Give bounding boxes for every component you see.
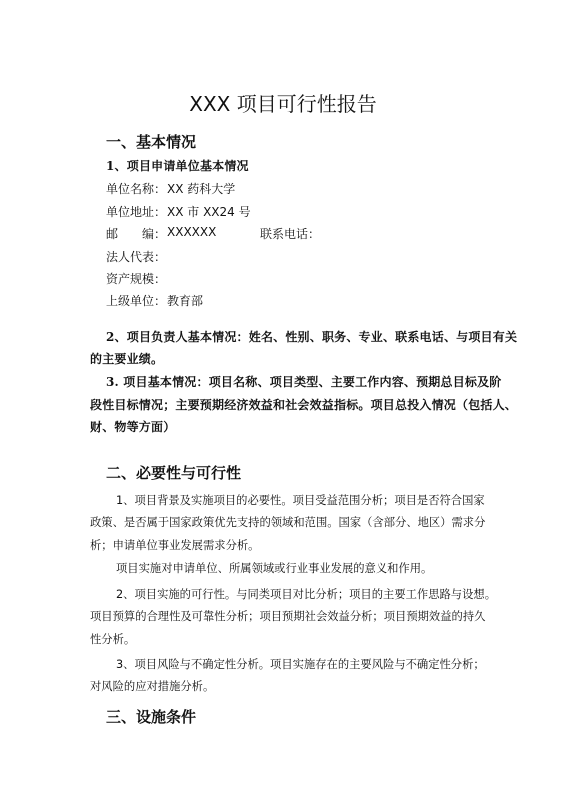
org-name-label: 单位名称： [106,182,167,196]
postal-code-value: XXXXXX [167,225,217,239]
necessity-para1-line2: 政策、是否属于国家政策优先支持的领域和范围。国家（含部分、地区）需求分 [90,516,486,529]
feasibility-para-line2: 项目预算的合理性及可靠性分析；项目预期社会效益分析；项目预期效益的持久 [90,610,486,623]
feasibility-para-line3: 性分析。 [90,633,136,646]
necessity-para2-line1: 项目实施对申请单位、所属领域或行业事业发展的意义和作用。 [116,562,433,575]
necessity-para1-line3: 析；申请单位事业发展需求分析。 [90,539,260,552]
leader-info-line2: 的主要业绩。 [90,352,164,366]
risk-para-line2: 对风险的应对措施分析。 [90,680,215,693]
section-heading-basic-info: 一、基本情况 [106,133,197,151]
subheading-applicant-info: 1、项目申请单位基本情况 [106,159,249,173]
address-label: 单位地址： [106,205,167,219]
project-info-line3: 财、物等方面） [90,420,176,434]
project-info-line1: 3. 项目基本情况：项目名称、项目类型、主要工作内容、预期总目标及阶 [106,375,502,389]
leader-info-line1: 2、项目负责人基本情况：姓名、性别、职务、专业、联系电话、与项目有关 [106,330,518,344]
section-heading-facilities: 三、设施条件 [106,708,197,726]
org-name-value: XX 药科大学 [167,182,236,196]
postal-code-label: 邮 编： [106,227,167,241]
superior-unit-value: 教育部 [167,294,204,308]
feasibility-para-line1: 2、项目实施的可行性。与同类项目对比分析；项目的主要工作思路与设想。 [116,588,496,601]
assets-label: 资产规模： [106,272,167,286]
necessity-para1-line1: 1、项目背景及实施项目的必要性。项目受益范围分析；项目是否符合国家 [116,494,485,507]
superior-unit-label: 上级单位： [106,294,167,308]
risk-para-line1: 3、项目风险与不确定性分析。项目实施存在的主要风险与不确定性分析； [116,658,485,671]
project-info-line2: 段性目标情况；主要预期经济效益和社会效益指标。项目总投入情况（包括人、 [90,398,518,412]
address-value: XX 市 XX24 号 [167,205,251,219]
section-heading-necessity: 二、必要性与可行性 [106,464,242,482]
legal-rep-label: 法人代表： [106,250,167,264]
document-title: XXX 项目可行性报告 [189,92,377,116]
phone-label: 联系电话： [260,227,321,241]
